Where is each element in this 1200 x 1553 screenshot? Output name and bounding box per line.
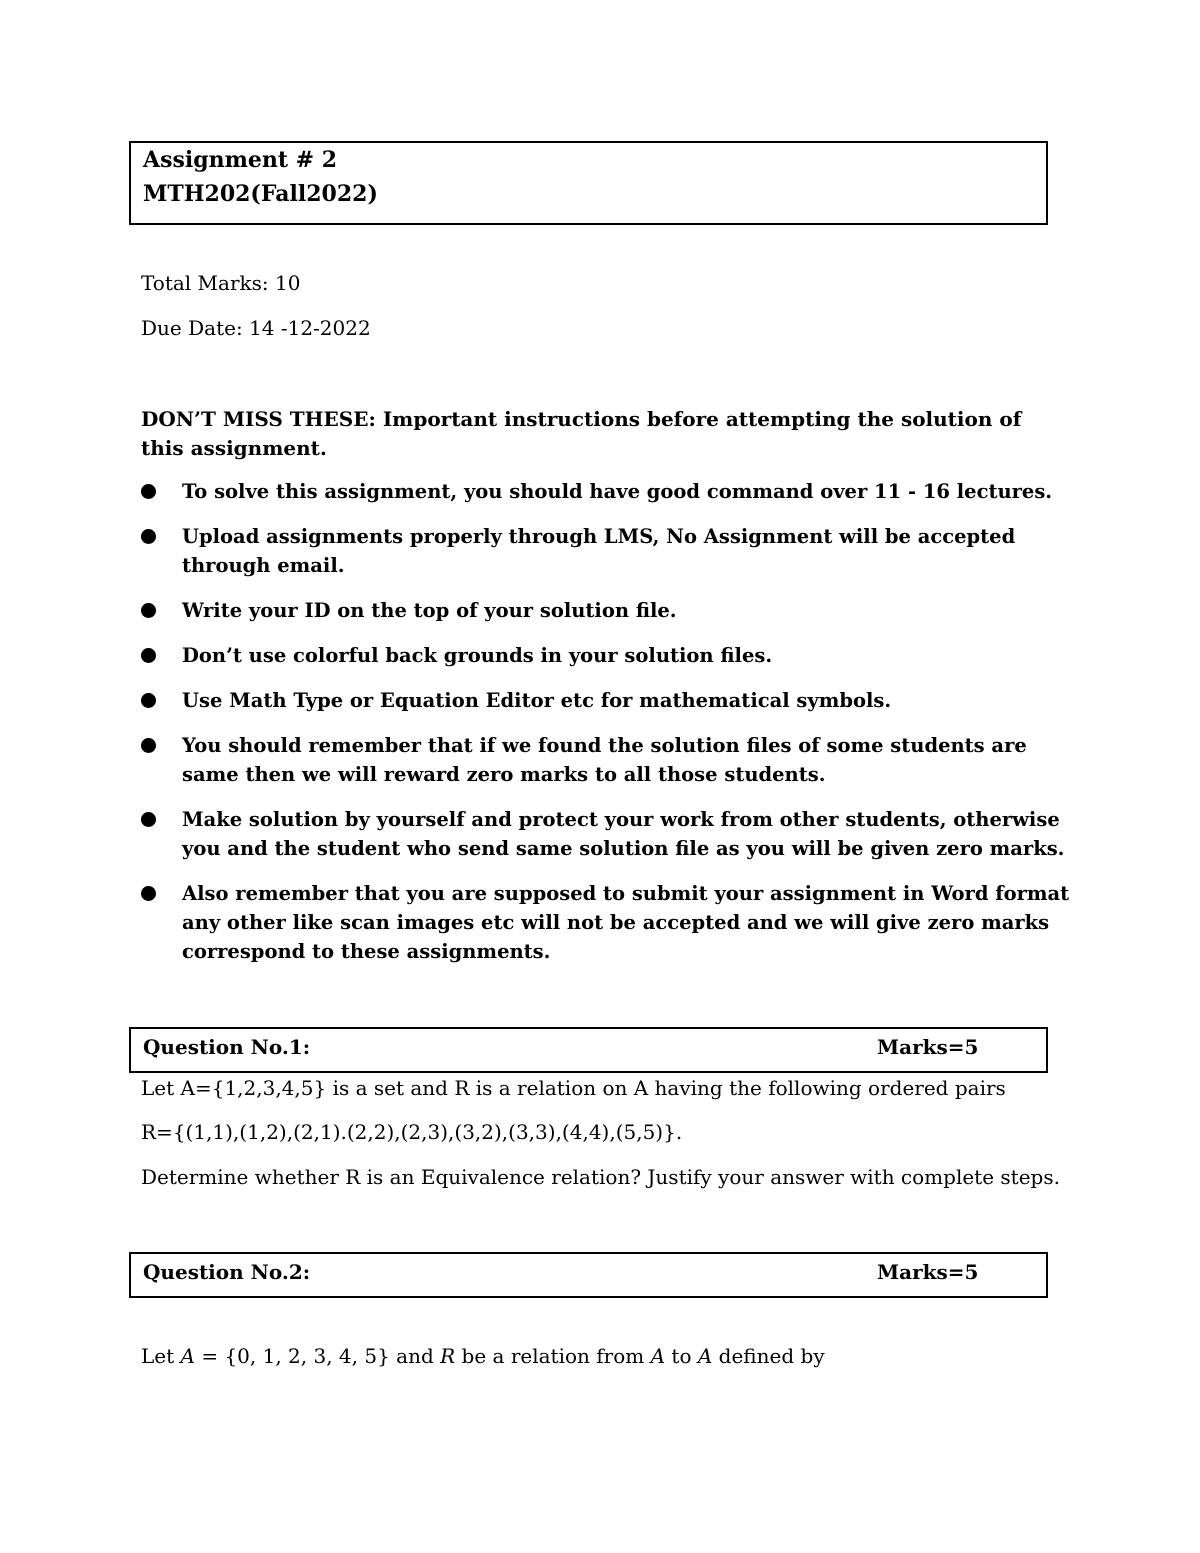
question-1-task: Determine whether R is an Equivalence relation? Justify your answer with complete steps. [141, 1165, 1060, 1189]
list-item: You should remember that if we found the solution files of some students are same then we will reward zero marks to all those students. [141, 731, 1071, 789]
question-2-marks: Marks=5 [877, 1260, 979, 1284]
question-2-header [129, 1252, 1048, 1298]
bullet-icon [141, 648, 156, 663]
assignment-title-box [129, 141, 1048, 225]
list-item: Upload assignments properly through LMS, No Assignment will be accepted through email. [141, 522, 1071, 580]
instructions-heading: DON’T MISS THESE: Important instructions before attempting the solution of this assignment. [141, 407, 1022, 460]
due-date: Due Date: 14 -12-2022 [141, 316, 371, 340]
list-item: Use Math Type or Equation Editor etc for mathematical symbols. [141, 686, 1071, 715]
bullet-icon [141, 603, 156, 618]
question-2-statement: Let A = {0, 1, 2, 3, 4, 5} and R be a relation from A to A defined by [141, 1344, 825, 1368]
bullet-icon [141, 529, 156, 544]
bullet-icon [141, 484, 156, 499]
list-item: Write your ID on the top of your solution file. [141, 596, 1071, 625]
question-1-label: Question No.1: [143, 1035, 311, 1059]
assignment-title: Assignment # 2 [143, 147, 338, 173]
course-code: MTH202(Fall2022) [143, 181, 378, 207]
list-item: Don’t use colorful back grounds in your solution files. [141, 641, 1071, 670]
bullet-icon [141, 738, 156, 753]
question-2-label: Question No.2: [143, 1260, 311, 1284]
total-marks: Total Marks: 10 [141, 271, 301, 295]
list-item: Make solution by yourself and protect your work from other students, otherwise you and the student who send same solution file as you will be given zero marks. [141, 805, 1071, 863]
instructions-list [141, 477, 1071, 982]
bullet-icon [141, 812, 156, 827]
question-1-marks: Marks=5 [877, 1035, 979, 1059]
question-1-header [129, 1027, 1048, 1073]
list-item: To solve this assignment, you should have good command over 11 - 16 lectures. [141, 477, 1071, 506]
question-1-set-r: R={(1,1),(1,2),(2,1).(2,2),(2,3),(3,2),(3,3),(4,4),(5,5)}. [141, 1120, 683, 1144]
bullet-icon [141, 886, 156, 901]
list-item: Also remember that you are supposed to submit your assignment in Word format any other like scan images etc will not be accepted and we will give zero marks correspond to these assignments. [141, 879, 1071, 966]
question-1-line-1: Let A={1,2,3,4,5} is a set and R is a relation on A having the following ordered pairs [141, 1076, 1006, 1100]
bullet-icon [141, 693, 156, 708]
